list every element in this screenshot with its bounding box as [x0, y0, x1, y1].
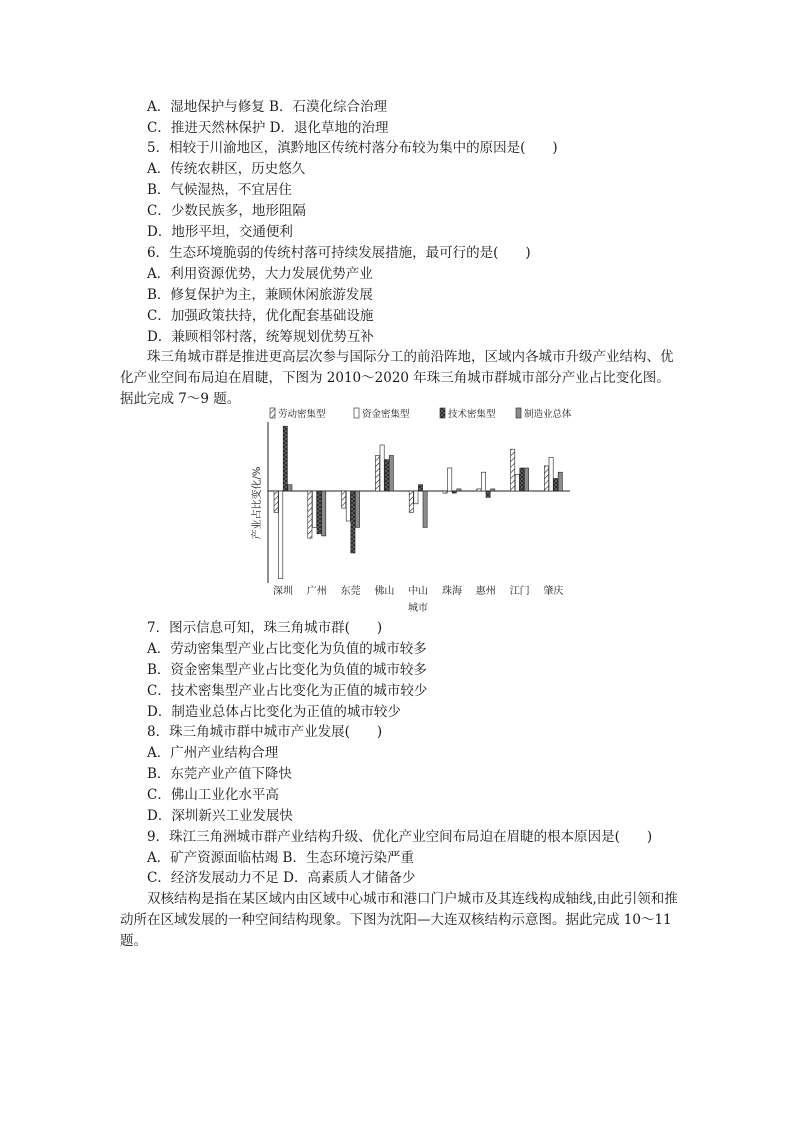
bar-jiangmen-series-3 — [520, 468, 524, 491]
x-tick-zhongshan: 中山 — [408, 586, 429, 597]
q4-options-cd: C．推进天然林保护 D．退化草地的治理 — [147, 120, 389, 136]
bar-zhuhai-series-4 — [457, 489, 461, 491]
q7-option-b: B．资金密集型产业占比变化为负值的城市较多 — [147, 662, 427, 678]
bar-huizhou-series-2 — [481, 472, 485, 491]
bar-zhaoqing-series-4 — [558, 472, 562, 491]
y-axis-label: 产业占比变化/% — [252, 466, 263, 540]
bar-jiangmen-series-1 — [511, 449, 515, 491]
q8-option-b: B．东莞产业产值下降快 — [147, 766, 292, 782]
legend-label-1: 劳动密集型 — [278, 409, 326, 420]
bar-zhaoqing-series-3 — [554, 479, 558, 492]
x-tick-zhaoqing: 肇庆 — [543, 586, 564, 597]
q7-stem: 7．图示信息可知，珠三角城市群( ) — [147, 620, 383, 636]
bar-huizhou-series-1 — [477, 489, 481, 491]
x-tick-labels — [273, 584, 563, 597]
intro-10-11-text: 双核结构是指在某区域内由区域中心城市和港口门户城市及其连线构成轴线,由此引领和推动所在区域发展的一种空间结构现象。下图为沈阳—大连双核结构示意图。据此完成 10～11 题。 — [120, 891, 678, 949]
q7-option-a: A．劳动密集型产业占比变化为负值的城市较多 — [147, 641, 427, 657]
x-tick-dongguan: 东莞 — [340, 586, 361, 597]
bar-zhuhai-series-3 — [452, 491, 456, 493]
bar-zhongshan-series-1 — [409, 491, 413, 512]
legend-swatch-4 — [516, 408, 521, 418]
x-tick-huizhou: 惠州 — [475, 586, 496, 597]
legend-item-1 — [270, 408, 326, 420]
legend-swatch-1 — [270, 408, 275, 418]
q5-option-c: C．少数民族多，地形阻隔 — [147, 203, 306, 219]
x-tick-jiangmen: 江门 — [509, 586, 530, 597]
q9-stem: 9．珠江三角洲城市群产业结构升级、优化产业空间布局迫在眉睫的根本原因是( ) — [147, 829, 653, 845]
bar-huizhou-series-4 — [491, 489, 495, 491]
bar-shenzhen-series-1 — [274, 491, 278, 512]
q6-stem: 6．生态环境脆弱的传统村落可持续发展措施，最可行的是( ) — [147, 245, 531, 261]
intro-10-11-paragraph — [120, 889, 680, 952]
bar-zhuhai-series-2 — [448, 468, 452, 491]
industry-share-chart — [250, 405, 580, 613]
bar-zhaoqing-series-1 — [544, 466, 548, 491]
bar-shenzhen-series-4 — [288, 485, 292, 491]
q7-option-d: D．制造业总体占比变化为正值的城市较少 — [147, 704, 401, 720]
q9-options-cd: C．经济发展动力不足 D．高素质人才储备少 — [147, 870, 416, 886]
legend-label-2: 资金密集型 — [362, 409, 410, 420]
x-tick-zhuhai: 珠海 — [442, 586, 462, 597]
bar-guangzhou-series-1 — [308, 491, 312, 538]
chart-legend — [270, 408, 572, 420]
bar-zhongshan-series-2 — [414, 491, 418, 504]
legend-swatch-3 — [440, 408, 445, 418]
bar-guangzhou-series-4 — [322, 491, 326, 536]
bar-shenzhen-series-3 — [283, 426, 287, 491]
q5-option-b: B．气候湿热，不宜居住 — [147, 182, 292, 198]
x-axis-label: 城市 — [408, 603, 428, 613]
legend-swatch-2 — [354, 408, 359, 418]
q6-option-c: C．加强政策扶持，优化配套基础设施 — [147, 308, 374, 324]
bar-jiangmen-series-2 — [515, 474, 519, 491]
x-tick-guangzhou: 广州 — [306, 586, 327, 597]
q5-stem: 5．相较于川渝地区，滇黔地区传统村落分布较为集中的原因是( ) — [147, 140, 558, 156]
bar-guangzhou-series-2 — [312, 491, 316, 527]
intro-7-9-paragraph — [120, 347, 680, 410]
bar-shenzhen-series-2 — [279, 491, 283, 579]
q6-option-d: D．兼顾相邻村落，统筹规划优势互补 — [147, 329, 374, 345]
q6-option-a: A．利用资源优势，大力发展优势产业 — [147, 266, 373, 282]
bar-huizhou-series-3 — [486, 491, 490, 497]
legend-item-3 — [440, 408, 496, 420]
legend-label-3: 技术密集型 — [448, 409, 496, 420]
q7-option-c: C．技术密集型产业占比变化为正值的城市较少 — [147, 683, 428, 699]
bars-group — [274, 426, 562, 579]
legend-item-4 — [516, 408, 572, 420]
bar-guangzhou-series-3 — [317, 491, 321, 534]
bar-foshan-series-2 — [380, 445, 384, 491]
legend-item-2 — [354, 408, 410, 420]
q5-option-d: D．地形平坦，交通便利 — [147, 224, 293, 240]
q8-option-a: A．广州产业结构合理 — [147, 745, 279, 761]
q4-options-ab: A．湿地保护与修复 B．石漠化综合治理 — [147, 99, 387, 115]
bar-dongguan-series-1 — [342, 491, 346, 508]
bar-jiangmen-series-4 — [524, 468, 528, 491]
q8-option-c: C．佛山工业化水平高 — [147, 787, 279, 803]
q9-options-ab: A．矿产资源面临枯竭 B．生态环境污染严重 — [147, 850, 414, 866]
q5-option-a: A．传统农耕区，历史悠久 — [147, 161, 306, 177]
bar-zhuhai-series-1 — [443, 491, 447, 493]
q6-option-b: B．修复保护为主，兼顾休闲旅游发展 — [147, 287, 373, 303]
intro-7-9-text: 珠三角城市群是推进更高层次参与国际分工的前沿阵地，区域内各城市升级产业结构、优化产业空间布局迫在眉睫，下图为 2010～2020 年珠三角城市群城市部分产业占比变化图。据此完成 7～9 题。 — [120, 349, 674, 407]
x-tick-shenzhen: 深圳 — [273, 586, 293, 597]
bar-foshan-series-3 — [385, 460, 389, 491]
x-tick-foshan: 佛山 — [374, 586, 395, 597]
bar-foshan-series-1 — [375, 456, 379, 492]
bar-dongguan-series-4 — [355, 491, 359, 527]
legend-label-4: 制造业总体 — [524, 409, 572, 420]
bar-zhongshan-series-3 — [418, 485, 422, 491]
bar-zhongshan-series-4 — [423, 491, 427, 527]
bar-dongguan-series-2 — [346, 491, 350, 521]
q8-stem: 8．珠三角城市群中城市产业发展( ) — [147, 724, 383, 740]
bar-zhaoqing-series-2 — [549, 458, 553, 492]
q8-option-d: D．深圳新兴工业发展快 — [147, 808, 293, 824]
bar-foshan-series-4 — [389, 456, 393, 492]
bar-dongguan-series-3 — [351, 491, 355, 553]
